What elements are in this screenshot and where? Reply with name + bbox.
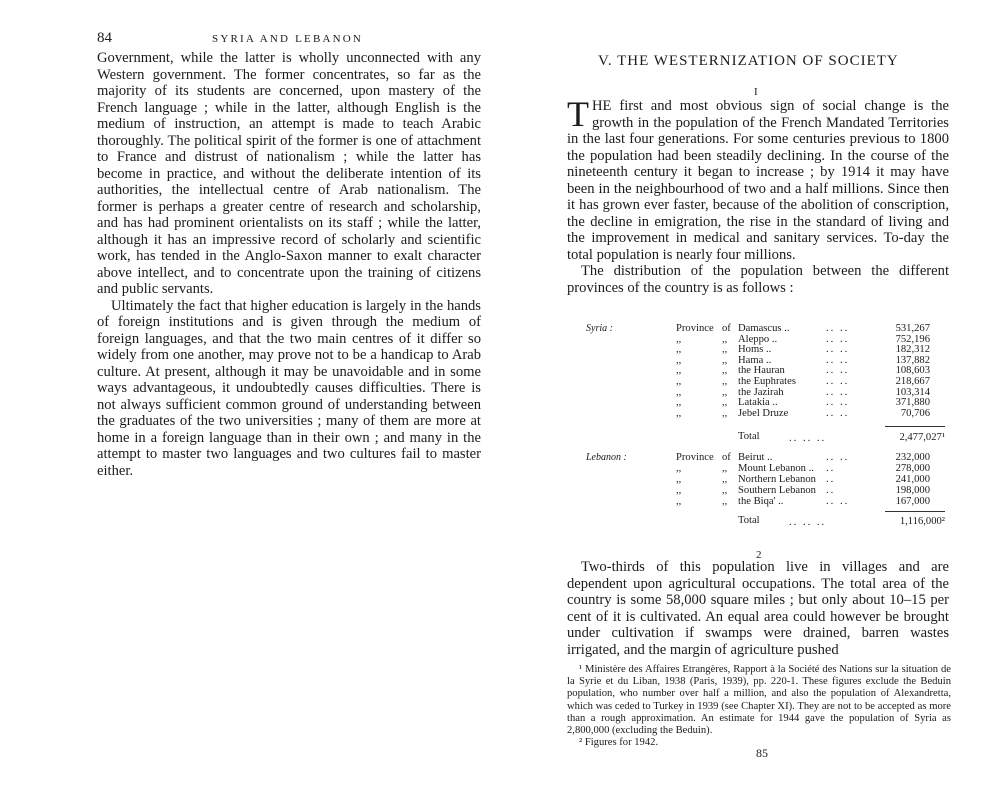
row-value: 182,312 xyxy=(895,344,930,356)
row-prefix: ,, xyxy=(676,365,682,377)
row-value: 198,000 xyxy=(895,485,930,496)
row-of: ,, xyxy=(722,354,728,366)
left-paragraph-2: Ultimately the fact that higher education is largely in the hands of foreign institutions and is given through the medium of foreign languages, and that the two main centres of it differ so widely from one another, may prove not to be a handicap to Arab culture. At present, although it may be unavoidable and in some ways advantageous, it undoubtedly causes difficulties. There is not always sufficient common ground of understanding between the graduates of the two universities ; many of them are more at home in a foreign language than in their own ; and many in the attempt to master two languages and two cultures fail to master either. xyxy=(97,297,481,479)
right-page-number: 85 xyxy=(756,746,768,760)
lebanon-total-rule xyxy=(885,511,945,512)
row-of: of xyxy=(722,452,731,463)
row-prefix: ,, xyxy=(676,333,682,345)
lebanon-total-dots: .. .. .. xyxy=(789,517,827,528)
row-prefix: ,, xyxy=(676,376,682,387)
row-dots: .. .. xyxy=(826,365,850,377)
footnote-1: ¹ Ministère des Affaires Etrangères, Rapport à la Société des Nations sur la situation de la Syrie et du Liban, 1938 (Paris, 1939), pp. 220-1. These figures exclude the Beduin population, who number over half a million, and also the population of Alexandretta, which was ceded to Turkey in 1939 (see Chapter XI). They are not to be accepted as more than a rough approximation. An estimate for 1944 gave the population of Syria as 2,800,000 (excluding the Beduin). xyxy=(567,664,951,737)
row-of: ,, xyxy=(722,333,728,345)
row-name: Damascus .. xyxy=(738,323,790,334)
right-intro-text xyxy=(567,94,949,296)
row-dots: .. .. xyxy=(826,496,850,507)
row-name: Hama .. xyxy=(738,354,772,366)
syria-total-label: Total xyxy=(738,431,760,442)
right-section-2-text xyxy=(567,559,949,658)
left-paragraph-1: Government, while the latter is wholly unconnected with any Western government. The former concentrates, so far as the majority of its students are concerned, upon mastery of the French language ; while in the latter, although English is the medium of instruction, an attempt is made to teach Arabic thoroughly. The political spirit of the former is one of attachment to France and distrust of nationalism ; while the latter has become in practice, and without the deliberate intention of its authorities, the intellectual centre of Arab nationalism. The former is perhaps a greater centre of research and scholarship, and has had prominent orientalists on its staff ; while the latter, although it has an impressive record of scholarly and scientific work, has tended in the Anglo-Saxon manner to exalt character above intellect, and to concentrate upon the training of citizens and public servants. xyxy=(97,50,481,297)
lebanon-label: Lebanon : xyxy=(586,452,627,463)
row-dots: .. .. xyxy=(826,333,850,345)
row-dots: .. .. xyxy=(826,344,850,356)
row-prefix: Province xyxy=(676,452,714,463)
paragraph-3-text: Two-thirds of this population live in villages and are dependent upon agricultural occupations. The total area of the country is some 58,000 square miles ; but only about 10–15 per cent of it is cultivated. An equal area could however be brought under cultivation if swamps were drained, barren wastes irrigated, and the margin of agriculture pushed xyxy=(567,559,949,658)
row-value: 241,000 xyxy=(895,474,930,485)
section-number-2: 2 xyxy=(756,549,762,561)
syria-label: Syria : xyxy=(586,323,613,334)
row-of: ,, xyxy=(722,365,728,377)
row-name: Aleppo .. xyxy=(738,333,778,345)
row-prefix: ,, xyxy=(676,397,682,409)
row-name: Mount Lebanon .. xyxy=(738,463,814,474)
section-number-1: I xyxy=(754,86,758,98)
row-value: 531,267 xyxy=(895,323,930,334)
row-value: 103,314 xyxy=(895,386,930,398)
lebanon-total-value: 1,116,000² xyxy=(899,516,945,527)
left-body-text xyxy=(97,50,481,479)
syria-total-rule xyxy=(885,426,945,427)
syria-total-dots: .. .. .. xyxy=(789,433,827,444)
row-dots: .. xyxy=(826,463,836,474)
row-value: 371,880 xyxy=(895,397,930,409)
row-of: ,, xyxy=(722,386,728,398)
row-of: ,, xyxy=(722,376,728,387)
row-value: 167,000 xyxy=(895,496,930,507)
row-value: 218,667 xyxy=(895,376,930,387)
row-dots: .. .. xyxy=(826,323,850,334)
row-value: 137,882 xyxy=(895,354,930,366)
row-prefix: ,, xyxy=(676,474,682,485)
row-of: ,, xyxy=(722,474,728,485)
row-dots: .. .. xyxy=(826,354,850,366)
row-prefix: ,, xyxy=(676,485,682,496)
row-value: 232,000 xyxy=(895,452,930,463)
row-value: 70,706 xyxy=(900,407,930,419)
row-name: the Biqa' .. xyxy=(738,496,784,507)
row-of: of xyxy=(722,323,731,334)
row-value: 752,196 xyxy=(895,333,930,345)
lebanon-total-label: Total xyxy=(738,515,760,526)
row-name: Jebel Druze xyxy=(738,407,789,419)
row-name: the Hauran xyxy=(738,365,785,377)
row-name: Beirut .. xyxy=(738,452,773,463)
chapter-title: V. THE WESTERNIZATION OF SOCIETY xyxy=(598,53,899,69)
row-prefix: ,, xyxy=(676,496,682,507)
row-dots: .. .. xyxy=(826,407,850,419)
row-of: ,, xyxy=(722,407,728,419)
row-of: ,, xyxy=(722,344,728,356)
row-dots: .. .. xyxy=(826,452,850,463)
row-value: 108,603 xyxy=(895,365,930,377)
row-prefix: ,, xyxy=(676,344,682,356)
row-name: the Jazirah xyxy=(738,386,784,398)
row-prefix: ,, xyxy=(676,463,682,474)
row-dots: .. xyxy=(826,485,836,496)
row-of: ,, xyxy=(722,463,728,474)
row-value: 278,000 xyxy=(895,463,930,474)
row-prefix: ,, xyxy=(676,354,682,366)
row-dots: .. xyxy=(826,474,836,485)
row-dots: .. .. xyxy=(826,386,850,398)
left-page-number: 84 xyxy=(97,30,112,46)
syria-total-value: 2,477,027¹ xyxy=(899,432,945,443)
row-name: Homs .. xyxy=(738,344,772,356)
row-of: ,, xyxy=(722,485,728,496)
footnotes xyxy=(567,664,951,749)
row-dots: .. .. xyxy=(826,397,850,409)
row-of: ,, xyxy=(722,397,728,409)
row-name: Latakia .. xyxy=(738,397,778,409)
row-name: Northern Lebanon xyxy=(738,474,816,485)
running-head: SYRIA AND LEBANON xyxy=(212,33,364,45)
paragraph-2-text: The distribution of the population between the different provinces of the country is as follows : xyxy=(567,263,949,296)
row-prefix: Province xyxy=(676,323,714,334)
row-name: the Euphrates xyxy=(738,376,796,387)
row-prefix: ,, xyxy=(676,407,682,419)
row-dots: .. .. xyxy=(826,376,850,387)
row-prefix: ,, xyxy=(676,386,682,398)
paragraph-1-text: HE first and most obvious sign of social change is the growth in the population of the French Mandated Territories in the last four generations. For some centuries previous to 1800 the population had been steadily declining. In the course of the nineteenth century it began to increase ; by 1914 it may have been in the neighbourhood of two and a half millions. Since then it has grown ever faster, because of the abolition of conscription, the decline in emigration, the rise in the standard of living and the improvement in medical and sanitary services. To-day the total population is nearly four millions. xyxy=(567,98,949,263)
footnote-2: ² Figures for 1942. xyxy=(579,737,659,749)
row-name: Southern Lebanon xyxy=(738,485,816,496)
dropcap-letter: T xyxy=(567,94,589,134)
row-of: ,, xyxy=(722,496,728,507)
